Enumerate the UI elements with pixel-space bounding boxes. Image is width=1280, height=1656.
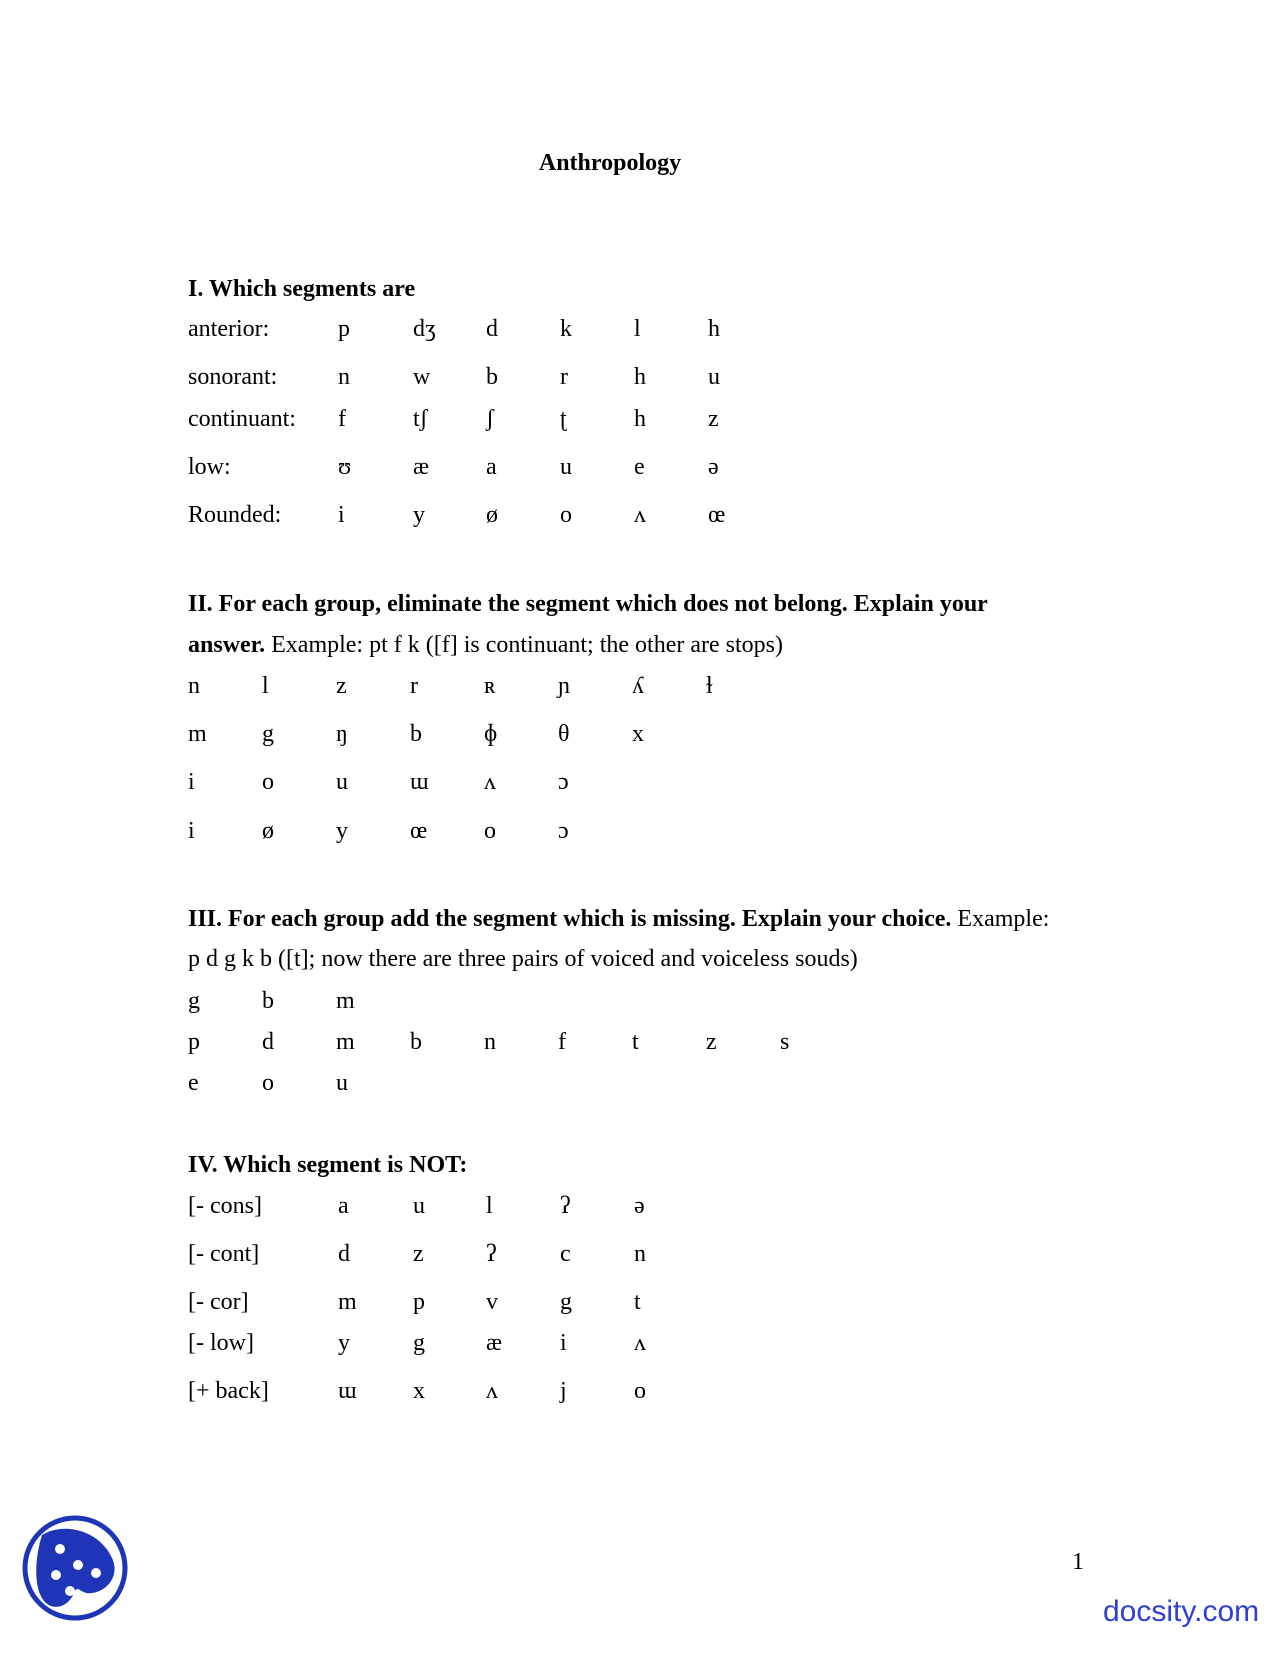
section-1-row-label: Rounded: [188, 502, 282, 528]
section-1-row-label: sonorant: [188, 364, 278, 390]
section-4-heading: IV. Which segment is NOT: [188, 1152, 468, 1178]
section-3-example: p d g k b ([t]; now there are three pairs of voiced and voiceless souds) [188, 946, 858, 972]
docsity-link[interactable]: docsity.com [1103, 1595, 1260, 1628]
section-1-segment: h [708, 316, 720, 342]
section-2-segment: œ [410, 818, 428, 844]
section-1-segment: œ [708, 502, 726, 528]
section-4-segment: m [338, 1289, 357, 1315]
section-3-instruction [188, 906, 1049, 933]
page-title: Anthropology [538, 150, 682, 176]
section-1-segment: u [560, 454, 572, 480]
section-2-segment: ɫ [706, 673, 713, 699]
section-3-segment: b [410, 1029, 422, 1055]
section-2-segment: m [188, 721, 207, 747]
docsity-logo-icon [20, 1513, 130, 1623]
section-4-segment: a [338, 1193, 349, 1219]
section-2-segment: ŋ [336, 721, 348, 747]
section-4-segment: æ [486, 1330, 503, 1356]
section-4-segment: i [560, 1330, 567, 1356]
section-3-example-label: Example: [951, 906, 1050, 932]
section-4-segment: ʔ [560, 1193, 571, 1219]
section-2-segment: ɔ [558, 769, 569, 795]
section-1-segment: ʃ [486, 406, 494, 432]
section-4-row-label: [- cons] [188, 1193, 262, 1219]
section-3-heading: III. For each group add the segment which is missing. Explain your choice. [188, 906, 952, 932]
section-3-segment: p [188, 1029, 200, 1055]
section-2-segment: ɸ [484, 721, 498, 747]
section-4-segment: ə [634, 1193, 645, 1219]
section-4-segment: o [634, 1378, 646, 1404]
section-1-segment: tʃ [413, 406, 428, 432]
section-1-segment: æ [413, 454, 430, 480]
section-1-segment: b [486, 364, 498, 390]
section-1-segment: d [486, 316, 498, 342]
section-1-segment: h [634, 406, 646, 432]
section-2-segment: i [188, 769, 195, 795]
section-2-instruction [188, 632, 783, 659]
section-1-heading: I. Which segments are [188, 276, 416, 302]
section-4-segment: ʌ [634, 1330, 646, 1356]
section-3-segment: o [262, 1070, 274, 1096]
section-2-segment: y [336, 818, 348, 844]
section-2-segment: z [336, 673, 347, 699]
section-2-segment: o [262, 769, 274, 795]
section-3-segment: g [188, 988, 200, 1014]
section-1-segment: ø [486, 502, 498, 528]
section-2-example: Example: pt f k ([f] is continuant; the other are stops) [265, 632, 783, 658]
section-4-segment: x [413, 1378, 425, 1404]
section-4-row-label: [- low] [188, 1330, 254, 1356]
section-1-segment: k [560, 316, 572, 342]
section-2-heading: II. For each group, eliminate the segment which does not belong. Explain your [188, 591, 988, 617]
section-1-segment: r [560, 364, 568, 390]
section-4-segment: g [413, 1330, 425, 1356]
section-3-segment: t [632, 1029, 639, 1055]
section-3-segment: b [262, 988, 274, 1014]
section-2-segment: n [188, 673, 200, 699]
section-2-segment: ʌ [484, 769, 496, 795]
section-4-row-label: [+ back] [188, 1378, 269, 1404]
section-3-segment: u [336, 1070, 348, 1096]
section-1-segment: ʊ [338, 454, 352, 480]
section-3-segment: s [780, 1029, 790, 1055]
section-4-segment: t [634, 1289, 641, 1315]
section-1-segment: u [708, 364, 720, 390]
section-4-segment: n [634, 1241, 646, 1267]
section-2-segment: r [410, 673, 418, 699]
section-3-segment: m [336, 1029, 355, 1055]
section-1-row-label: continuant: [188, 406, 296, 432]
section-4-segment: ʔ [486, 1241, 497, 1267]
section-3-segment: m [336, 988, 355, 1014]
section-4-segment: c [560, 1241, 571, 1267]
section-2-segment: ʀ [484, 673, 496, 699]
section-2-segment: ɯ [410, 769, 429, 795]
section-2-segment: i [188, 818, 195, 844]
section-4-segment: z [413, 1241, 424, 1267]
section-2-heading-cont: answer. [188, 632, 266, 658]
section-4-segment: l [486, 1193, 493, 1219]
section-3-segment: n [484, 1029, 496, 1055]
section-4-row-label: [- cont] [188, 1241, 260, 1267]
section-1-segment: dʒ [413, 316, 436, 342]
section-2-segment: g [262, 721, 274, 747]
section-1-segment: ə [708, 454, 719, 480]
section-1-segment: z [708, 406, 719, 432]
section-1-segment: p [338, 316, 350, 342]
section-1-segment: h [634, 364, 646, 390]
section-1-segment: n [338, 364, 350, 390]
section-3-segment: z [706, 1029, 717, 1055]
section-4-segment: g [560, 1289, 572, 1315]
section-4-row-label: [- cor] [188, 1289, 249, 1315]
section-4-segment: ɯ [338, 1378, 357, 1404]
section-2-segment: o [484, 818, 496, 844]
section-2-segment: x [632, 721, 644, 747]
section-2-segment: ʎ [632, 673, 644, 699]
section-4-segment: d [338, 1241, 350, 1267]
section-1-row-label: low: [188, 454, 231, 480]
section-1-segment: y [413, 502, 425, 528]
section-2-segment: ɔ [558, 818, 569, 844]
section-2-segment: ɲ [558, 673, 570, 699]
section-2-segment: u [336, 769, 348, 795]
section-2-segment: ø [262, 818, 274, 844]
section-1-segment: w [413, 364, 431, 390]
section-1-segment: a [486, 454, 497, 480]
section-4-segment: u [413, 1193, 425, 1219]
section-2-segment: θ [558, 721, 570, 747]
section-1-segment: e [634, 454, 645, 480]
section-3-segment: e [188, 1070, 199, 1096]
section-1-segment: f [338, 406, 346, 432]
section-4-segment: j [560, 1378, 567, 1404]
section-2-segment: b [410, 721, 422, 747]
section-4-segment: ʌ [486, 1378, 498, 1404]
section-4-segment: v [486, 1289, 498, 1315]
section-4-segment: y [338, 1330, 350, 1356]
section-3-segment: d [262, 1029, 274, 1055]
page-number: 1 [1072, 1549, 1084, 1575]
section-2-segment: l [262, 673, 269, 699]
section-4-segment: p [413, 1289, 425, 1315]
section-1-segment: o [560, 502, 572, 528]
section-1-segment: i [338, 502, 345, 528]
section-1-segment: ʌ [634, 502, 646, 528]
section-1-segment: l [634, 316, 641, 342]
section-1-row-label: anterior: [188, 316, 270, 342]
section-3-segment: f [558, 1029, 566, 1055]
section-1-segment: ʈ [560, 406, 567, 432]
